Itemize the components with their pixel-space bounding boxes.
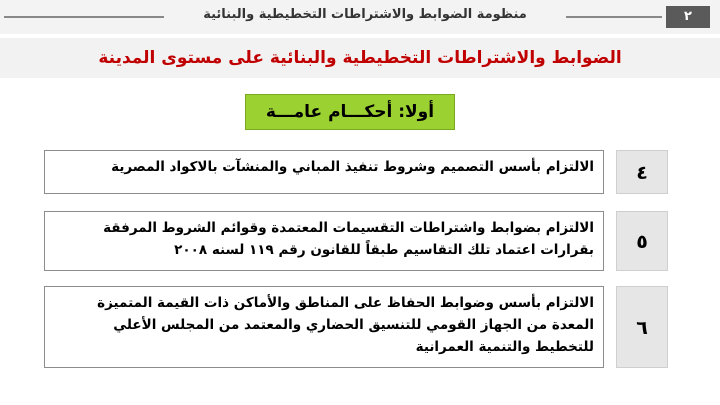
header-divider-right xyxy=(566,16,662,18)
document-title: منظومة الضوابط والاشتراطات التخطيطية والبنائية xyxy=(203,7,527,22)
item-number-4: ٤ xyxy=(616,150,668,194)
item-text-4: الالتزام بأسس التصميم وشروط تنفيذ المباني والمنشآت بالاكواد المصرية xyxy=(44,150,604,194)
header-divider-left xyxy=(4,16,164,18)
item-text-5: الالتزام بضوابط واشتراطات التقسيمات المعتمدة وقوائم الشروط المرفقة بقرارات اعتماد تلك التقاسيم طبقاً للقانون رقم ١١٩ لسنه ٢٠٠٨ xyxy=(44,211,604,271)
item-number-6: ٦ xyxy=(616,286,668,368)
item-text-6: الالتزام بأسس وضوابط الحفاظ على المناطق والأماكن ذات القيمة المتميزة المعدة من الجهاز القومي للتنسيق الحضاري والمعتمد من المجلس الأعلي للتخطيط والتنمية العمرانية xyxy=(44,286,604,368)
page-subtitle: الضوابط والاشتراطات التخطيطية والبنائية على مستوى المدينة xyxy=(98,48,622,68)
section-heading: أولا: أحكـــام عامـــة xyxy=(245,94,455,130)
page-number-badge: ٢ xyxy=(666,6,710,28)
item-number-5: ٥ xyxy=(616,211,668,271)
